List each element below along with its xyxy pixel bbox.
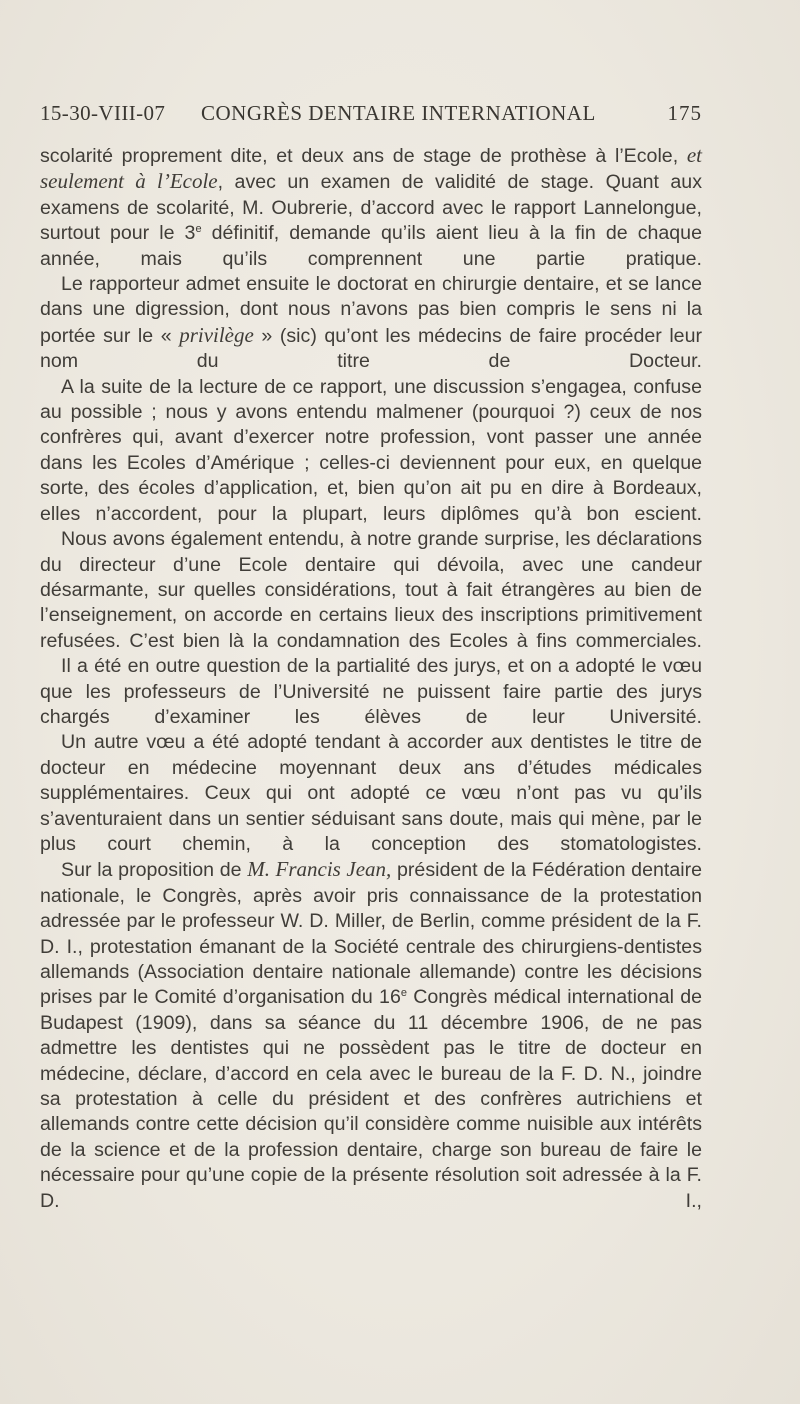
paragraph bbox=[40, 375, 702, 527]
paragraph bbox=[40, 730, 702, 857]
text-run: définitif, demande qu’ils aient lieu à la fin de chaque année, mais qu’ils comprennent une partie pratique. bbox=[40, 222, 702, 270]
text-run: président de la Fédération dentaire nationale, le Congrès, après avoir pris connaissance de la protestation adressée par le professeur W. D. Miller, de Berlin, comme président de la F. D. I., protestation émanant de la Société centrale des chirurgiens-dentistes allemands (Association dentaire nationale allemande) contre les décisions prises par le Comité d’organisation du 16 bbox=[40, 859, 702, 1009]
text-run: A la suite de la lecture de ce rapport, une discussion s’engagea, confuse au possible ; nous y avons entendu malmener (pourquoi ?) ceux de nos confrères qui, avant d’exercer notre profession, vont passer une année dans les Ecoles d’Amérique ; celles-ci deviennent pour eux, en quelque sorte, des écoles d’application, et, bien qu’on ait pu en dire à Bordeaux, elles n’accordent, pour la plupart, leurs diplômes qu’à bon escient. bbox=[40, 375, 702, 525]
text-run: scolarité proprement dite, et deux ans de stage de prothèse à l’Ecole, bbox=[40, 145, 687, 167]
text-run: Congrès médical international de Budapest (1909), dans sa séance du 11 décembre 1906, de ne pas admettre les dentistes qui ne possèdent pas le titre de docteur en médecine, déclare, d’accord en cela avec le bureau de la F. D. N., joindre sa protestation à celle du président et des confrères autrichiens et allemands contre cette décision qu’il considère comme nuisible aux intérêts de la science et de la profession dentaire, charge son bureau de faire le nécessaire pour qu’une copie de la présente résolution soit adressée à la F. D. I., bbox=[40, 986, 702, 1212]
italic-run: privilège bbox=[179, 322, 254, 347]
header-title: CONGRÈS DENTAIRE INTERNATIONAL bbox=[201, 101, 596, 125]
body-text bbox=[40, 143, 702, 1214]
italic-run: et seulement à l’Ecole bbox=[40, 143, 702, 194]
text-run: Sur la proposition de bbox=[61, 859, 248, 882]
paragraph bbox=[40, 272, 702, 375]
text-run: Le rapporteur admet ensuite le doctorat en chirurgie dentaire, et se lance dans une digression, dont nous n’avons pas bien compris le sens ni la portée sur le « bbox=[40, 273, 702, 347]
paragraph bbox=[40, 857, 702, 1214]
italic-run: M. Francis Jean, bbox=[247, 857, 392, 882]
text-run: Nous avons également entendu, à notre grande surprise, les déclarations du directeur d’une Ecole dentaire qui dévoila, avec une candeur désarmante, sur quelles considérations, tout à fait étrangères au bien de l’enseignement, on accorde en certains lieux des inscriptions primitivement refusées. C’est bien là la condamnation des Ecoles à fins commerciales. bbox=[40, 528, 702, 652]
text-run: , avec un examen de validité de stage. Quant aux examens de scolarité, M. Oubrerie, d’accord avec le rapport Lannelongue, surtout pour le 3 bbox=[40, 171, 703, 245]
text-run: » (sic) qu’ont les médecins de faire procéder leur nom du titre de Docteur. bbox=[40, 324, 703, 373]
paragraph bbox=[40, 143, 702, 272]
header-date: 15-30-VIII-07 bbox=[40, 101, 166, 125]
running-header bbox=[40, 101, 702, 131]
text-run: Il a été en outre question de la partialité des jurys, et on a adopté le vœu que les professeurs de l’Université ne puissent faire partie des jurys chargés d’examiner les élèves de leur Université. bbox=[40, 655, 702, 728]
paragraph bbox=[40, 654, 702, 730]
superscript: e bbox=[195, 223, 202, 236]
text-run: Un autre vœu a été adopté tendant à accorder aux dentistes le titre de docteur en médecine moyennant deux ans d’études médicales supplémentaires. Ceux qui ont adopté ce vœu n’ont pas vu qu’ils s’aventuraient dans un sentier séduisant sans doute, mais qui mène, par le plus court chemin, à la conception des stomatologistes. bbox=[40, 731, 702, 855]
page-number: 175 bbox=[667, 101, 702, 125]
superscript: e bbox=[400, 987, 407, 1000]
paragraph bbox=[40, 527, 702, 654]
